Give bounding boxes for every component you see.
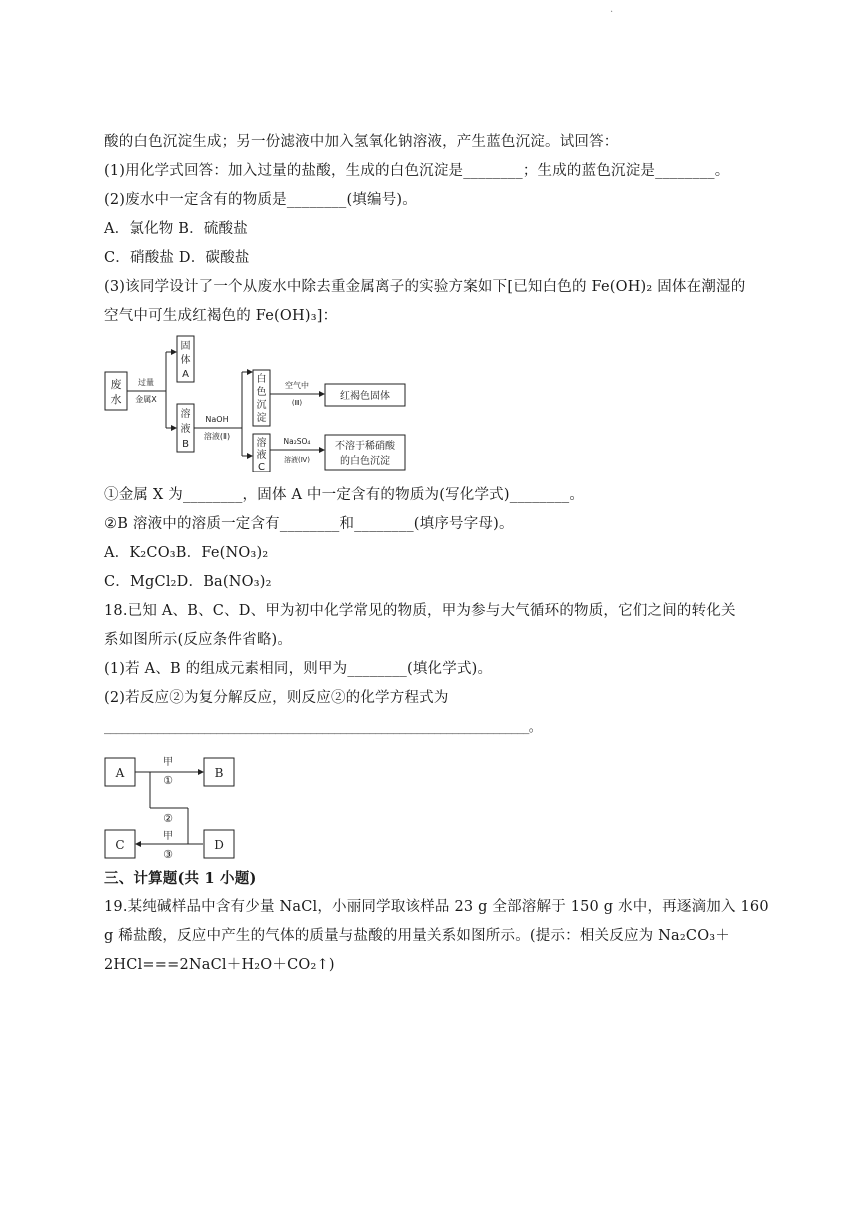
white-ppt-label-1: 白 <box>256 374 267 385</box>
solution-c-label-2: 液 <box>256 450 267 461</box>
solution-b-label-2: 液 <box>180 424 191 435</box>
question-17-part3: (3)该同学设计了一个从废水中除去重金属离子的实验方案如下[已知白色的 Fe(OH)₂ 固体在潮湿的 <box>104 279 746 295</box>
solution-c-label-1: 溶 <box>256 438 267 449</box>
solid-a-label-2: 体 <box>180 355 191 366</box>
text-line: 酸的白色沉淀生成；另一份滤液中加入氢氧化钠溶液，产生蓝色沉淀。试回答： <box>104 134 619 150</box>
answer-blank-line: ________________________________________________________________________。 <box>104 720 542 735</box>
white-ppt-label-2: 色 <box>256 387 267 398</box>
text-line: 空气中可生成红褐色的 Fe(OH)₃]： <box>104 308 338 324</box>
naoh-bottom-label: 溶液(Ⅱ) <box>203 432 231 441</box>
sub-question-2: ②B 溶液中的溶质一定含有________和________(填序号字母)。 <box>104 516 514 532</box>
na2so4-bottom-label: 溶液(Ⅳ) <box>284 456 310 464</box>
white-ppt-label-4: 淀 <box>256 413 267 424</box>
naoh-top-label: NaOH <box>205 415 229 424</box>
solution-b-label-3: B <box>182 439 189 450</box>
question-18-part2: (2)若反应②为复分解反应，则反应②的化学方程式为 <box>104 690 449 706</box>
question-17-part2: (2)废水中一定含有的物质是________(填编号)。 <box>104 192 417 208</box>
sub-question-1: ①金属 X 为________，固体 A 中一定含有的物质为(写化学式)________。 <box>104 487 585 503</box>
flowchart-figure <box>104 332 414 472</box>
air-top-label: 空气中 <box>285 381 309 390</box>
node-b-label: B <box>214 766 224 780</box>
question-18: 18.已知 A、B、C、D、甲为初中化学常见的物质，甲为参与大气循环的物质，它们之间的转化关 <box>104 603 736 619</box>
waste-label-2: 水 <box>110 393 122 406</box>
header-mark: . <box>610 4 614 15</box>
node-a-label: A <box>115 766 125 780</box>
node-d-label: D <box>214 838 224 852</box>
solid-a-label-1: 固 <box>180 341 191 352</box>
solid-a-label-3: A <box>182 369 189 380</box>
waste-label-1: 废 <box>110 378 122 391</box>
text-line: g 稀盐酸，反应中产生的气体的质量与盐酸的用量关系如图所示。(提示：相关反应为 Na₂CO₃＋ <box>104 928 730 944</box>
reagent-jia-top: 甲 <box>163 757 173 768</box>
text-line: 2HCl===2NaCl＋H₂O＋CO₂↑) <box>104 957 335 973</box>
text-line: 系如图所示(反应条件省略)。 <box>104 632 293 648</box>
reagent-jia-bottom: 甲 <box>163 831 173 842</box>
red-brown-label: 红褐色固体 <box>340 391 390 402</box>
reaction-diagram <box>104 750 244 862</box>
reaction-2-label: ② <box>163 812 173 825</box>
air-bottom-label: (Ⅲ) <box>291 399 303 407</box>
option-line: A．K₂CO₃B．Fe(NO₃)₂ <box>104 545 269 561</box>
question-19: 19.某纯碱样品中含有少量 NaCl，小丽同学取该样品 23 g 全部溶解于 150 g 水中，再逐滴加入 160 <box>104 899 769 915</box>
section-heading: 三、计算题(共 1 小题) <box>104 870 257 887</box>
option-line: C．MgCl₂D．Ba(NO₃)₂ <box>104 574 272 590</box>
step1-bottom-label: 金属X <box>135 395 157 404</box>
question-17-part1: (1)用化学式回答：加入过量的盐酸，生成的白色沉淀是________；生成的蓝色沉淀是________。 <box>104 163 730 179</box>
reaction-3-label: ③ <box>163 848 173 861</box>
insoluble-label-1: 不溶于稀硝酸 <box>335 441 395 452</box>
reaction-1-label: ① <box>163 774 173 787</box>
option-line: A．氯化物 B．硫酸盐 <box>104 221 248 237</box>
step1-top-label: 过量 <box>138 378 154 387</box>
solution-c-label-3: C <box>258 462 265 472</box>
question-18-part1: (1)若 A、B 的组成元素相同，则甲为________(填化学式)。 <box>104 661 493 677</box>
node-c-label: C <box>115 838 125 852</box>
insoluble-label-2: 的白色沉淀 <box>340 456 390 467</box>
option-line: C．硝酸盐 D．碳酸盐 <box>104 250 250 266</box>
white-ppt-label-3: 沉 <box>256 400 267 411</box>
solution-b-label-1: 溶 <box>180 409 191 420</box>
na2so4-top-label: Na₂SO₄ <box>283 437 311 446</box>
